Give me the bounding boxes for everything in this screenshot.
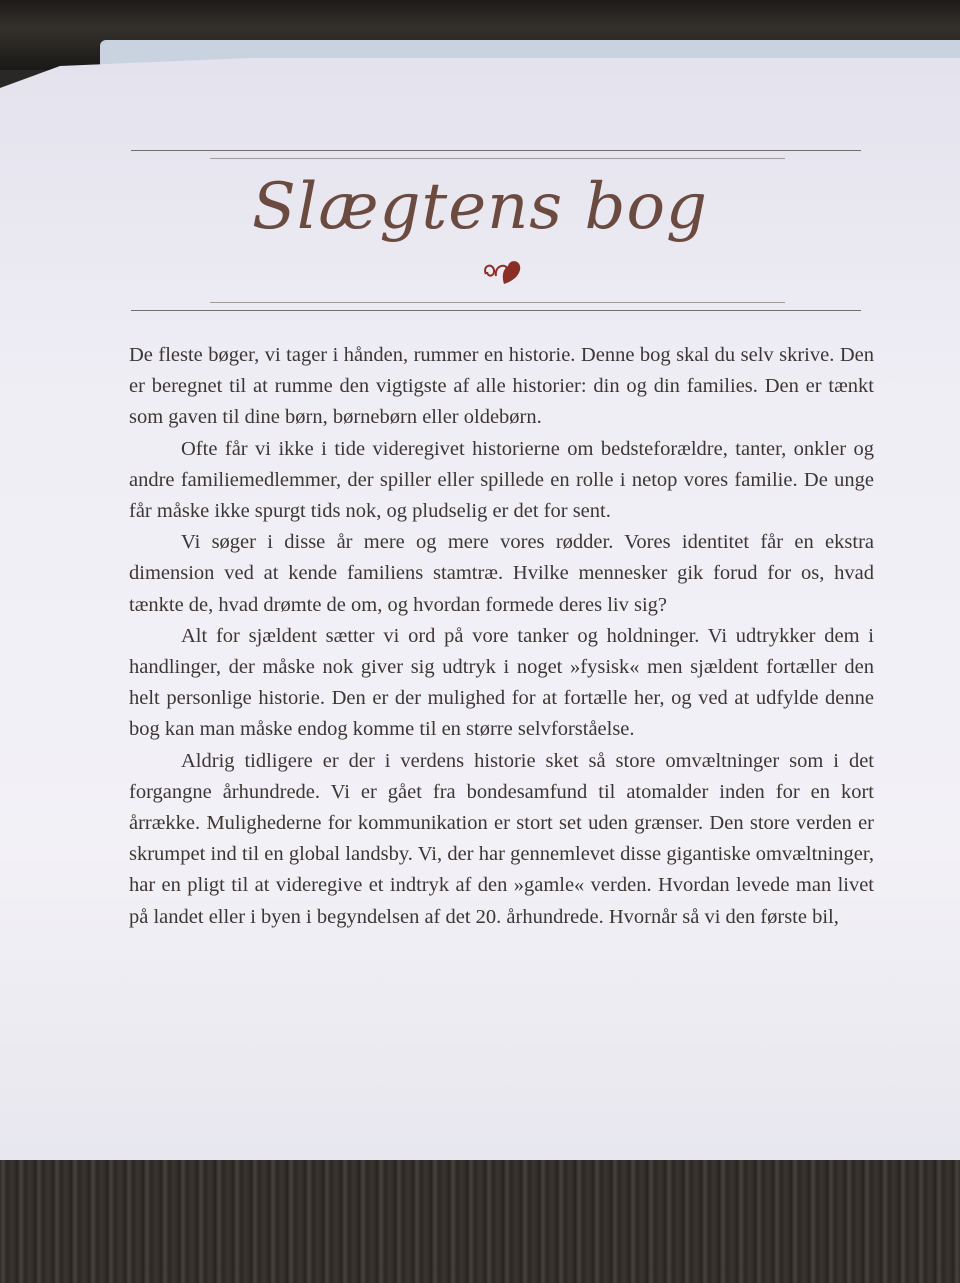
top-rule: [131, 150, 861, 151]
top-rule-inner: [210, 158, 785, 159]
paragraph-3: Vi søger i disse år mere og mere vores rødder. Vores identitet får en ekstra dimension ved at kende familiens stamtræ. Hvilke mennesker gik forud for os, hvad tænkte de, hvad drømte de om, og hvordan formede deres liv sig?: [129, 531, 874, 616]
paragraph-5: Aldrig tidligere er der i verdens historie sket så store omvæltninger som i det forgangne århundrede. Vi er gået fra bondesamfund til atomalder inden for en kort årrække. Mulighederne for kommunikation er stort set uden grænser. Den store verden er skrumpet ind til en global landsby. Vi, der har gennemlevet disse gigantiske omvæltninger, har en pligt til at videregive et indtryk af den »gamle« verden. Hvordan levede man livet på landet eller i byen i begyndelsen af det 20. århundrede. Hvornår så vi den første bil,: [129, 749, 874, 928]
heart-flourish-icon: [480, 252, 528, 288]
bottom-rule-inner: [210, 302, 785, 303]
body-text: [129, 340, 874, 933]
page-title: Slægtens bog: [252, 170, 708, 244]
bottom-rule: [131, 310, 861, 311]
paragraph-1: De fleste bøger, vi tager i hånden, rummer en historie. Denne bog skal du selv skrive. Den er beregnet til at rumme den vigtigste af alle historier: din og din families. Den er tænkt som gaven til dine børn, børnebørn eller oldebørn.: [129, 344, 874, 429]
table-surface-bottom: [0, 1160, 960, 1283]
paragraph-2: Ofte får vi ikke i tide videregivet historierne om bedsteforældre, tanter, onkler og andre familiemedlemmer, der spiller eller spillede en rolle i netop vores familie. De unge får måske ikke spurgt tids nok, og pludselig er det for sent.: [129, 437, 874, 523]
paragraph-4: Alt for sjældent sætter vi ord på vore tanker og holdninger. Vi udtrykker dem i handlinger, der måske nok giver sig udtryk i noget »fysisk« men sjældent fortæller den helt personlige historie. Den er der mulighed for at fortælle her, og ved at udfylde denne bog kan man måske endog komme til en større selvforståelse.: [129, 624, 874, 741]
